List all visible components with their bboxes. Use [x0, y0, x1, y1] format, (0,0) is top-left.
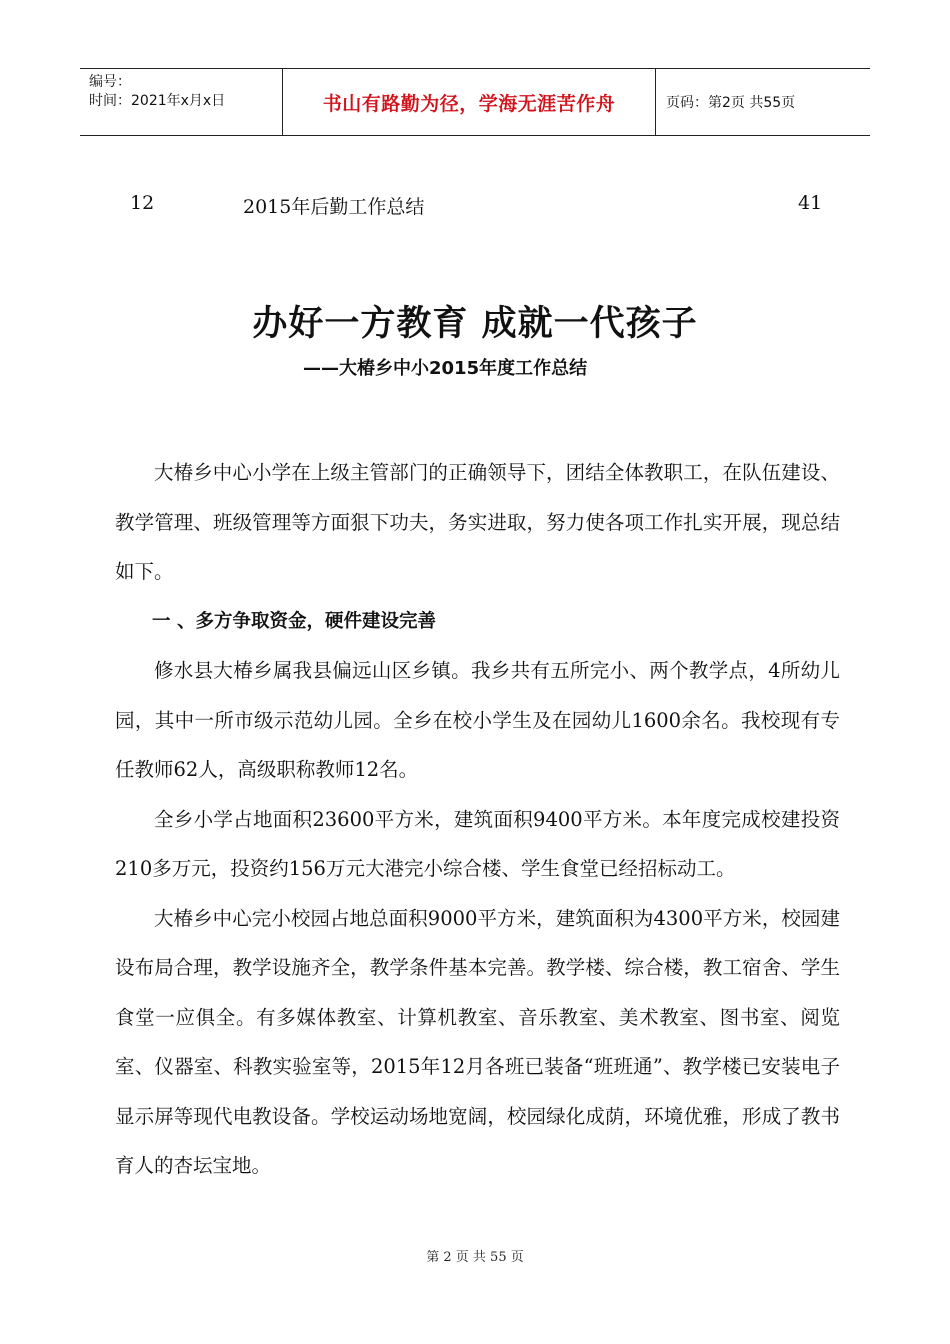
- page-footer: 第 2 页 共 55 页: [426, 1250, 524, 1265]
- toc-entry-number: 12: [130, 192, 155, 214]
- time-label: 时间：2021年x月x日: [89, 93, 226, 109]
- number-label: 编号：: [89, 74, 131, 90]
- section-heading: 一 、多方争取资金，硬件建设完善: [152, 610, 436, 632]
- page-header: [80, 68, 870, 136]
- toc-entry-title: 2015年后勤工作总结: [243, 196, 425, 218]
- toc-entry: [0, 192, 950, 220]
- header-meta: [80, 69, 282, 135]
- header-page-info: 页码：第2页 共55页: [666, 95, 796, 111]
- paragraph: 修水县大椿乡属我县偏远山区乡镇。我乡共有五所完小、两个教学点，4所幼儿园，其中一所市级示范幼儿园。全乡在校小学生及在园幼儿1600余名。我校现有专任教师62人，高级职称教师12名。: [115, 659, 840, 781]
- header-motto: 书山有路勤为径，学海无涯苦作舟: [282, 69, 656, 135]
- document-body: [115, 448, 840, 1191]
- paragraph: 全乡小学占地面积23600平方米，建筑面积9400平方米。本年度完成校建投资210多万元，投资约156万元大港完小综合楼、学生食堂已经招标动工。: [115, 807, 840, 880]
- paragraph: 大椿乡中心小学在上级主管部门的正确领导下，团结全体教职工，在队伍建设、教学管理、班级管理等方面狠下功夫，务实进取，努力使各项工作扎实开展，现总结如下。: [115, 461, 840, 583]
- paragraph: 大椿乡中心完小校园占地总面积9000平方米，建筑面积为4300平方米，校园建设布局合理，教学设施齐全，教学条件基本完善。教学楼、综合楼，教工宿舍、学生食堂一应俱全。有多媒体教室、计算机教室、音乐教室、美术教室、图书室、阅览室、仪器室、科教实验室等，2015年12月各班已装备“班班通”、教学楼已安装电子显示屏等现代电教设备。学校运动场地宽阔，校园绿化成荫，环境优雅，形成了教书育人的杏坛宝地。: [115, 906, 840, 1177]
- document-subtitle: ——大椿乡中小2015年度工作总结: [303, 358, 588, 379]
- document-title: 办好一方教育 成就一代孩子: [252, 304, 698, 344]
- toc-entry-page: 41: [798, 192, 823, 214]
